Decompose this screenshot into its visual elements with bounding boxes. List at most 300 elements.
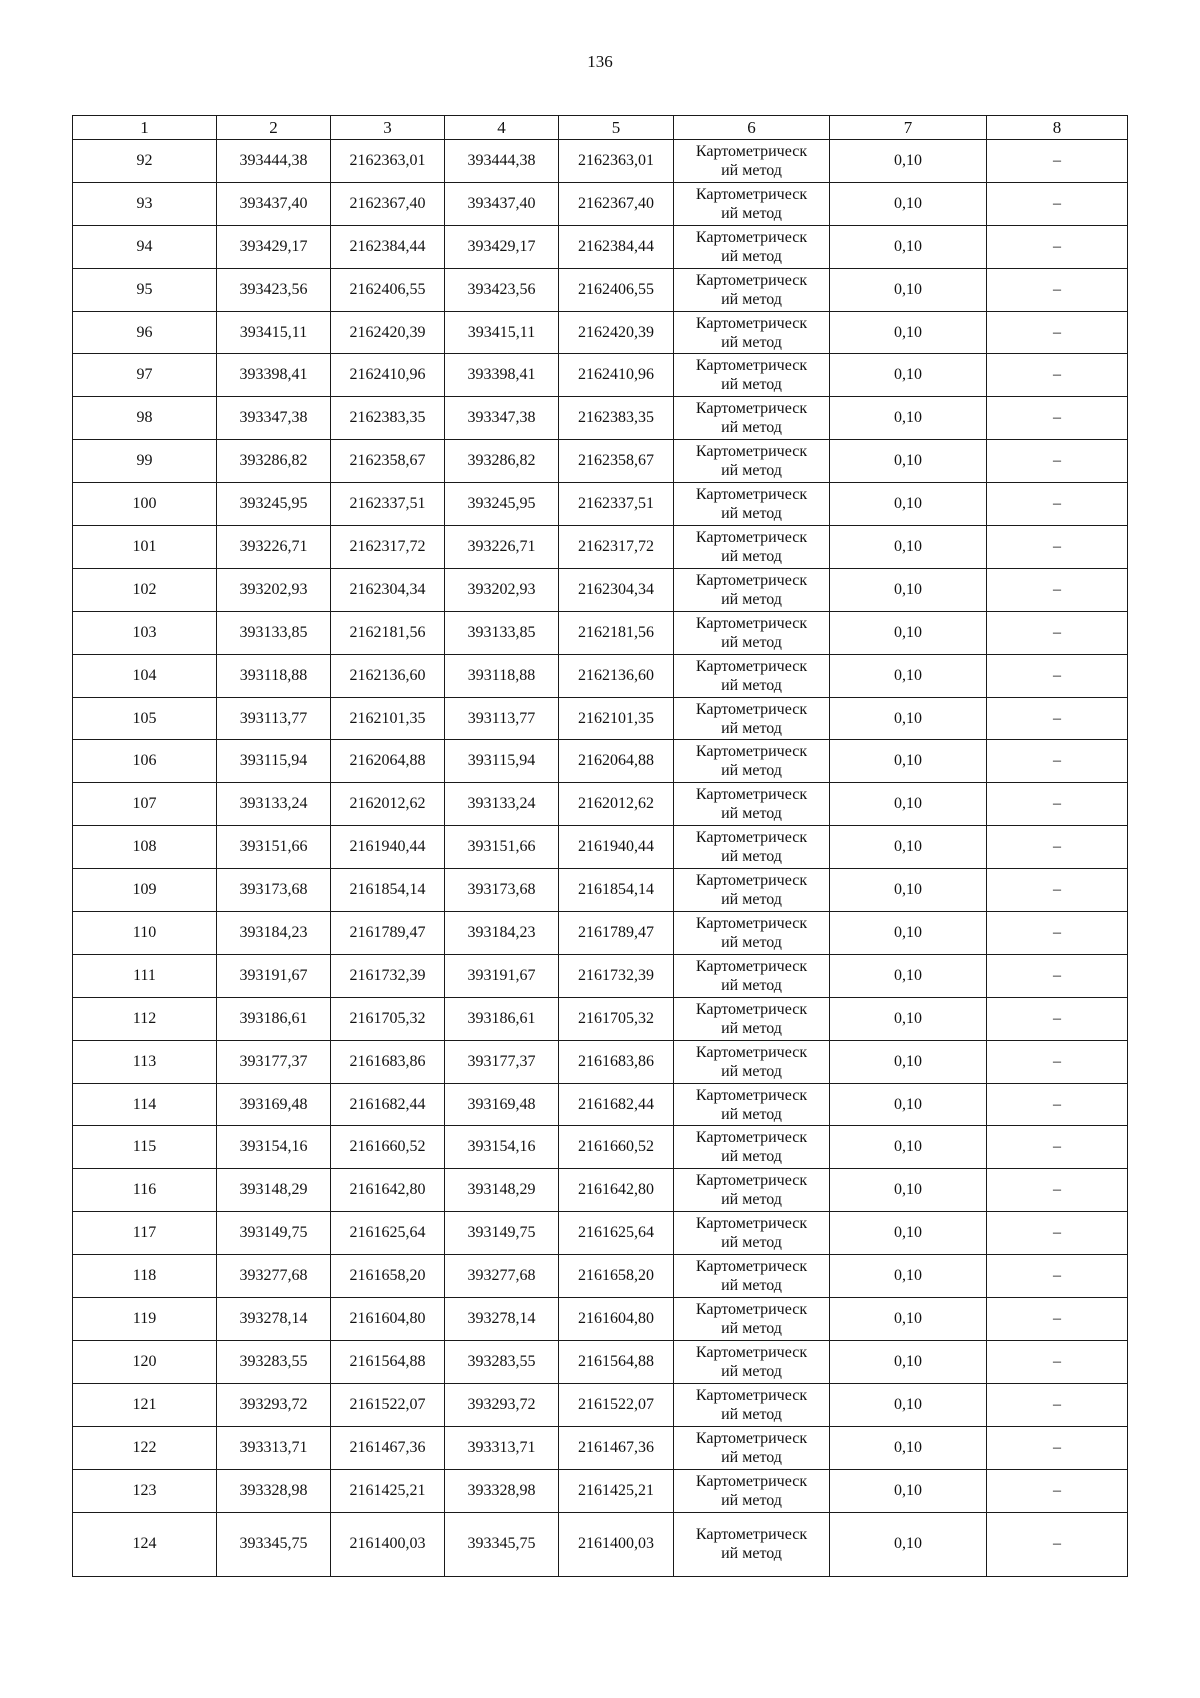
note-cell: –: [987, 1126, 1128, 1169]
coord-y-cell: 2162363,01: [331, 140, 445, 183]
table-row: [73, 1083, 1128, 1126]
table-row: [73, 1469, 1128, 1512]
accuracy-cell: 0,10: [830, 954, 987, 997]
method-cell: [674, 568, 830, 611]
method-cell: [674, 225, 830, 268]
method-cell: [674, 997, 830, 1040]
accuracy-cell: 0,10: [830, 140, 987, 183]
method-line-1: Картометрическ: [695, 314, 808, 332]
coordinates-table: [72, 115, 1128, 1577]
note-cell: –: [987, 1426, 1128, 1469]
coord-x-cell: 393283,55: [217, 1340, 331, 1383]
coord-x2-cell: 393286,82: [445, 440, 559, 483]
method-line-1: Картометрическ: [695, 743, 808, 761]
coord-x2-cell: 393415,11: [445, 311, 559, 354]
table-row: [73, 1169, 1128, 1212]
method-line-1: Картометрическ: [695, 357, 808, 375]
coord-x-cell: 393173,68: [217, 869, 331, 912]
coord-y2-cell: 2161658,20: [559, 1255, 674, 1298]
coord-x-cell: 393444,38: [217, 140, 331, 183]
note-cell: –: [987, 311, 1128, 354]
coord-x-cell: 393347,38: [217, 397, 331, 440]
accuracy-cell: 0,10: [830, 1340, 987, 1383]
method-line-1: Картометрическ: [695, 1000, 808, 1018]
coord-x2-cell: 393444,38: [445, 140, 559, 183]
method-line-2: ий метод: [721, 762, 782, 780]
method-cell: [674, 1083, 830, 1126]
table-row: [73, 740, 1128, 783]
coord-x2-cell: 393184,23: [445, 912, 559, 955]
point-number-cell: 113: [73, 1040, 217, 1083]
point-number-cell: 110: [73, 912, 217, 955]
coord-x-cell: 393429,17: [217, 225, 331, 268]
accuracy-cell: 0,10: [830, 869, 987, 912]
coord-x2-cell: 393177,37: [445, 1040, 559, 1083]
coord-x-cell: 393293,72: [217, 1383, 331, 1426]
coord-x-cell: 393191,67: [217, 954, 331, 997]
table-row: [73, 1340, 1128, 1383]
point-number-cell: 116: [73, 1169, 217, 1212]
coord-y-cell: 2161732,39: [331, 954, 445, 997]
coord-x-cell: 393118,88: [217, 654, 331, 697]
point-number-cell: 98: [73, 397, 217, 440]
point-number-cell: 118: [73, 1255, 217, 1298]
point-number-cell: 96: [73, 311, 217, 354]
point-number-cell: 117: [73, 1212, 217, 1255]
method-cell: [674, 654, 830, 697]
method-line-1: Картометрическ: [695, 228, 808, 246]
table-body: [73, 140, 1128, 1577]
note-cell: –: [987, 912, 1128, 955]
coord-y2-cell: 2162337,51: [559, 483, 674, 526]
method-cell: [674, 1040, 830, 1083]
method-line-2: ий метод: [721, 676, 782, 694]
coord-y2-cell: 2161683,86: [559, 1040, 674, 1083]
coord-x-cell: 393149,75: [217, 1212, 331, 1255]
point-number-cell: 104: [73, 654, 217, 697]
coord-x2-cell: 393245,95: [445, 483, 559, 526]
note-cell: –: [987, 354, 1128, 397]
coord-y2-cell: 2161682,44: [559, 1083, 674, 1126]
note-cell: –: [987, 997, 1128, 1040]
method-line-1: Картометрическ: [695, 914, 808, 932]
accuracy-cell: 0,10: [830, 1212, 987, 1255]
coord-x2-cell: 393283,55: [445, 1340, 559, 1383]
coord-y2-cell: 2161625,64: [559, 1212, 674, 1255]
note-cell: –: [987, 611, 1128, 654]
coord-x-cell: 393186,61: [217, 997, 331, 1040]
table-row: [73, 483, 1128, 526]
note-cell: –: [987, 526, 1128, 569]
method-line-2: ий метод: [721, 1191, 782, 1209]
table-row: [73, 869, 1128, 912]
table-row: [73, 1040, 1128, 1083]
coord-y-cell: 2162410,96: [331, 354, 445, 397]
note-cell: –: [987, 568, 1128, 611]
coord-x2-cell: 393151,66: [445, 826, 559, 869]
table-row: [73, 783, 1128, 826]
accuracy-cell: 0,10: [830, 311, 987, 354]
point-number-cell: 106: [73, 740, 217, 783]
method-cell: [674, 140, 830, 183]
coord-y2-cell: 2161789,47: [559, 912, 674, 955]
accuracy-cell: 0,10: [830, 1426, 987, 1469]
column-header: 7: [830, 116, 987, 140]
method-line-2: ий метод: [721, 1062, 782, 1080]
coord-y2-cell: 2161400,03: [559, 1512, 674, 1576]
method-line-1: Картометрическ: [695, 1429, 808, 1447]
method-line-1: Картометрическ: [695, 1343, 808, 1361]
note-cell: –: [987, 654, 1128, 697]
method-line-1: Картометрическ: [695, 1215, 808, 1233]
table-row: [73, 1126, 1128, 1169]
coord-y2-cell: 2162363,01: [559, 140, 674, 183]
method-line-1: Картометрическ: [695, 786, 808, 804]
coord-x2-cell: 393173,68: [445, 869, 559, 912]
method-line-2: ий метод: [721, 848, 782, 866]
method-line-1: Картометрическ: [695, 1043, 808, 1061]
coord-y2-cell: 2162420,39: [559, 311, 674, 354]
coord-y2-cell: 2162136,60: [559, 654, 674, 697]
method-cell: [674, 826, 830, 869]
point-number-cell: 97: [73, 354, 217, 397]
table-row: [73, 912, 1128, 955]
coord-x2-cell: 393133,85: [445, 611, 559, 654]
accuracy-cell: 0,10: [830, 1169, 987, 1212]
table-row: [73, 397, 1128, 440]
coord-y2-cell: 2161604,80: [559, 1298, 674, 1341]
coord-y-cell: 2161683,86: [331, 1040, 445, 1083]
point-number-cell: 95: [73, 268, 217, 311]
note-cell: –: [987, 1083, 1128, 1126]
method-line-1: Картометрическ: [695, 1300, 808, 1318]
point-number-cell: 102: [73, 568, 217, 611]
table-row: [73, 997, 1128, 1040]
point-number-cell: 120: [73, 1340, 217, 1383]
coord-x2-cell: 393437,40: [445, 182, 559, 225]
method-line-2: ий метод: [721, 1019, 782, 1037]
coord-x2-cell: 393423,56: [445, 268, 559, 311]
coord-y-cell: 2162406,55: [331, 268, 445, 311]
coord-x-cell: 393133,85: [217, 611, 331, 654]
table-row: [73, 1383, 1128, 1426]
method-cell: [674, 1512, 830, 1576]
note-cell: –: [987, 1512, 1128, 1576]
coord-y2-cell: 2161705,32: [559, 997, 674, 1040]
point-number-cell: 108: [73, 826, 217, 869]
coord-y2-cell: 2161732,39: [559, 954, 674, 997]
table-row: [73, 611, 1128, 654]
method-cell: [674, 1126, 830, 1169]
accuracy-cell: 0,10: [830, 1469, 987, 1512]
method-line-2: ий метод: [721, 891, 782, 909]
coord-y-cell: 2161854,14: [331, 869, 445, 912]
coord-y2-cell: 2161940,44: [559, 826, 674, 869]
coord-y2-cell: 2162410,96: [559, 354, 674, 397]
coord-y-cell: 2161425,21: [331, 1469, 445, 1512]
coord-y2-cell: 2162383,35: [559, 397, 674, 440]
coord-y2-cell: 2161642,80: [559, 1169, 674, 1212]
table-row: [73, 826, 1128, 869]
method-cell: [674, 397, 830, 440]
column-header: 2: [217, 116, 331, 140]
coord-x2-cell: 393345,75: [445, 1512, 559, 1576]
table-row: [73, 1212, 1128, 1255]
accuracy-cell: 0,10: [830, 740, 987, 783]
coord-y-cell: 2162358,67: [331, 440, 445, 483]
coord-y-cell: 2162384,44: [331, 225, 445, 268]
coord-x2-cell: 393398,41: [445, 354, 559, 397]
coord-x-cell: 393151,66: [217, 826, 331, 869]
method-cell: [674, 1298, 830, 1341]
coord-y2-cell: 2161564,88: [559, 1340, 674, 1383]
coord-y-cell: 2161604,80: [331, 1298, 445, 1341]
accuracy-cell: 0,10: [830, 1126, 987, 1169]
coord-y2-cell: 2161522,07: [559, 1383, 674, 1426]
note-cell: –: [987, 1040, 1128, 1083]
note-cell: –: [987, 697, 1128, 740]
method-line-2: ий метод: [721, 1277, 782, 1295]
table-row: [73, 440, 1128, 483]
method-line-2: ий метод: [721, 1448, 782, 1466]
method-line-1: Картометрическ: [695, 400, 808, 418]
coord-y2-cell: 2161425,21: [559, 1469, 674, 1512]
coord-y-cell: 2162420,39: [331, 311, 445, 354]
coord-x2-cell: 393154,16: [445, 1126, 559, 1169]
method-cell: [674, 954, 830, 997]
method-cell: [674, 611, 830, 654]
note-cell: –: [987, 783, 1128, 826]
accuracy-cell: 0,10: [830, 912, 987, 955]
note-cell: –: [987, 483, 1128, 526]
coord-y2-cell: 2162101,35: [559, 697, 674, 740]
method-cell: [674, 1169, 830, 1212]
coord-x2-cell: 393429,17: [445, 225, 559, 268]
method-line-2: ий метод: [721, 1491, 782, 1509]
table-row: [73, 140, 1128, 183]
method-line-1: Картометрическ: [695, 1472, 808, 1490]
method-line-1: Картометрическ: [695, 1086, 808, 1104]
method-cell: [674, 1340, 830, 1383]
method-line-1: Картометрическ: [695, 700, 808, 718]
method-cell: [674, 354, 830, 397]
accuracy-cell: 0,10: [830, 440, 987, 483]
coord-x2-cell: 393202,93: [445, 568, 559, 611]
coord-y-cell: 2162181,56: [331, 611, 445, 654]
coord-x-cell: 393286,82: [217, 440, 331, 483]
note-cell: –: [987, 1469, 1128, 1512]
column-header: 3: [331, 116, 445, 140]
point-number-cell: 111: [73, 954, 217, 997]
point-number-cell: 121: [73, 1383, 217, 1426]
coord-y-cell: 2162304,34: [331, 568, 445, 611]
coord-y2-cell: 2161660,52: [559, 1126, 674, 1169]
coord-y2-cell: 2162358,67: [559, 440, 674, 483]
point-number-cell: 105: [73, 697, 217, 740]
note-cell: –: [987, 826, 1128, 869]
coord-x-cell: 393133,24: [217, 783, 331, 826]
accuracy-cell: 0,10: [830, 997, 987, 1040]
accuracy-cell: 0,10: [830, 826, 987, 869]
method-line-2: ий метод: [721, 204, 782, 222]
method-cell: [674, 182, 830, 225]
coord-x2-cell: 393186,61: [445, 997, 559, 1040]
method-line-1: Картометрическ: [695, 571, 808, 589]
method-line-2: ий метод: [721, 161, 782, 179]
method-cell: [674, 740, 830, 783]
accuracy-cell: 0,10: [830, 526, 987, 569]
method-line-2: ий метод: [721, 633, 782, 651]
header-row: [73, 116, 1128, 140]
method-cell: [674, 311, 830, 354]
point-number-cell: 94: [73, 225, 217, 268]
note-cell: –: [987, 1298, 1128, 1341]
note-cell: –: [987, 397, 1128, 440]
method-line-1: Картометрическ: [695, 271, 808, 289]
accuracy-cell: 0,10: [830, 611, 987, 654]
note-cell: –: [987, 268, 1128, 311]
coord-y2-cell: 2162317,72: [559, 526, 674, 569]
method-line-2: ий метод: [721, 1545, 782, 1562]
note-cell: –: [987, 1255, 1128, 1298]
table-row: [73, 568, 1128, 611]
coord-x2-cell: 393328,98: [445, 1469, 559, 1512]
note-cell: –: [987, 1383, 1128, 1426]
coord-y2-cell: 2162367,40: [559, 182, 674, 225]
accuracy-cell: 0,10: [830, 1298, 987, 1341]
accuracy-cell: 0,10: [830, 1040, 987, 1083]
coord-x2-cell: 393148,29: [445, 1169, 559, 1212]
table-row: [73, 526, 1128, 569]
point-number-cell: 92: [73, 140, 217, 183]
point-number-cell: 123: [73, 1469, 217, 1512]
note-cell: –: [987, 1169, 1128, 1212]
coord-x2-cell: 393149,75: [445, 1212, 559, 1255]
coord-y2-cell: 2162181,56: [559, 611, 674, 654]
method-cell: [674, 1255, 830, 1298]
coord-y2-cell: 2162384,44: [559, 225, 674, 268]
method-line-2: ий метод: [721, 547, 782, 565]
coord-x-cell: 393345,75: [217, 1512, 331, 1576]
table-row: [73, 954, 1128, 997]
table-row: [73, 268, 1128, 311]
coord-x-cell: 393328,98: [217, 1469, 331, 1512]
method-cell: [674, 1212, 830, 1255]
coord-y-cell: 2161564,88: [331, 1340, 445, 1383]
coord-x2-cell: 393191,67: [445, 954, 559, 997]
table-row: [73, 225, 1128, 268]
coord-x-cell: 393277,68: [217, 1255, 331, 1298]
column-header: 5: [559, 116, 674, 140]
accuracy-cell: 0,10: [830, 397, 987, 440]
table-row: [73, 311, 1128, 354]
coord-y-cell: 2161940,44: [331, 826, 445, 869]
method-line-1: Картометрическ: [695, 142, 808, 160]
coord-x-cell: 393169,48: [217, 1083, 331, 1126]
accuracy-cell: 0,10: [830, 1383, 987, 1426]
coord-x2-cell: 393293,72: [445, 1383, 559, 1426]
coord-x2-cell: 393226,71: [445, 526, 559, 569]
method-line-2: ий метод: [721, 462, 782, 480]
point-number-cell: 115: [73, 1126, 217, 1169]
method-line-1: Картометрическ: [695, 872, 808, 890]
method-cell: [674, 1426, 830, 1469]
method-line-2: ий метод: [721, 419, 782, 437]
coord-x2-cell: 393278,14: [445, 1298, 559, 1341]
coord-x-cell: 393177,37: [217, 1040, 331, 1083]
coord-x-cell: 393423,56: [217, 268, 331, 311]
coord-x2-cell: 393113,77: [445, 697, 559, 740]
method-line-2: ий метод: [721, 290, 782, 308]
coord-x-cell: 393154,16: [217, 1126, 331, 1169]
coord-y-cell: 2162136,60: [331, 654, 445, 697]
coord-y2-cell: 2162304,34: [559, 568, 674, 611]
note-cell: –: [987, 740, 1128, 783]
method-line-2: ий метод: [721, 719, 782, 737]
point-number-cell: 119: [73, 1298, 217, 1341]
coord-y2-cell: 2162012,62: [559, 783, 674, 826]
method-cell: [674, 697, 830, 740]
method-line-2: ий метод: [721, 1234, 782, 1252]
method-cell: [674, 1383, 830, 1426]
method-line-1: Картометрическ: [695, 1172, 808, 1190]
method-line-2: ий метод: [721, 1362, 782, 1380]
table-row: [73, 654, 1128, 697]
table-row: [73, 697, 1128, 740]
coord-y2-cell: 2161467,36: [559, 1426, 674, 1469]
method-line-2: ий метод: [721, 976, 782, 994]
method-line-2: ий метод: [721, 247, 782, 265]
method-line-1: Картометрическ: [695, 1129, 808, 1147]
coord-x2-cell: 393115,94: [445, 740, 559, 783]
table-row: [73, 1426, 1128, 1469]
method-line-2: ий метод: [721, 590, 782, 608]
accuracy-cell: 0,10: [830, 1083, 987, 1126]
coord-x-cell: 393148,29: [217, 1169, 331, 1212]
accuracy-cell: 0,10: [830, 182, 987, 225]
method-cell: [674, 869, 830, 912]
coord-x-cell: 393313,71: [217, 1426, 331, 1469]
point-number-cell: 124: [73, 1512, 217, 1576]
coord-y-cell: 2162064,88: [331, 740, 445, 783]
method-cell: [674, 483, 830, 526]
method-cell: [674, 783, 830, 826]
point-number-cell: 99: [73, 440, 217, 483]
accuracy-cell: 0,10: [830, 568, 987, 611]
coord-y-cell: 2161789,47: [331, 912, 445, 955]
coord-y-cell: 2161658,20: [331, 1255, 445, 1298]
coord-y-cell: 2162337,51: [331, 483, 445, 526]
point-number-cell: 109: [73, 869, 217, 912]
coord-x-cell: 393184,23: [217, 912, 331, 955]
point-number-cell: 107: [73, 783, 217, 826]
method-cell: [674, 526, 830, 569]
coord-y-cell: 2161522,07: [331, 1383, 445, 1426]
accuracy-cell: 0,10: [830, 354, 987, 397]
method-line-2: ий метод: [721, 805, 782, 823]
point-number-cell: 122: [73, 1426, 217, 1469]
coord-y-cell: 2161625,64: [331, 1212, 445, 1255]
coord-y2-cell: 2162064,88: [559, 740, 674, 783]
point-number-cell: 100: [73, 483, 217, 526]
table-row: [73, 1512, 1128, 1576]
coord-y2-cell: 2162406,55: [559, 268, 674, 311]
coord-x-cell: 393415,11: [217, 311, 331, 354]
method-line-1: Картометрическ: [695, 657, 808, 675]
method-line-1: Картометрическ: [695, 443, 808, 461]
accuracy-cell: 0,10: [830, 697, 987, 740]
method-line-1: Картометрическ: [695, 829, 808, 847]
